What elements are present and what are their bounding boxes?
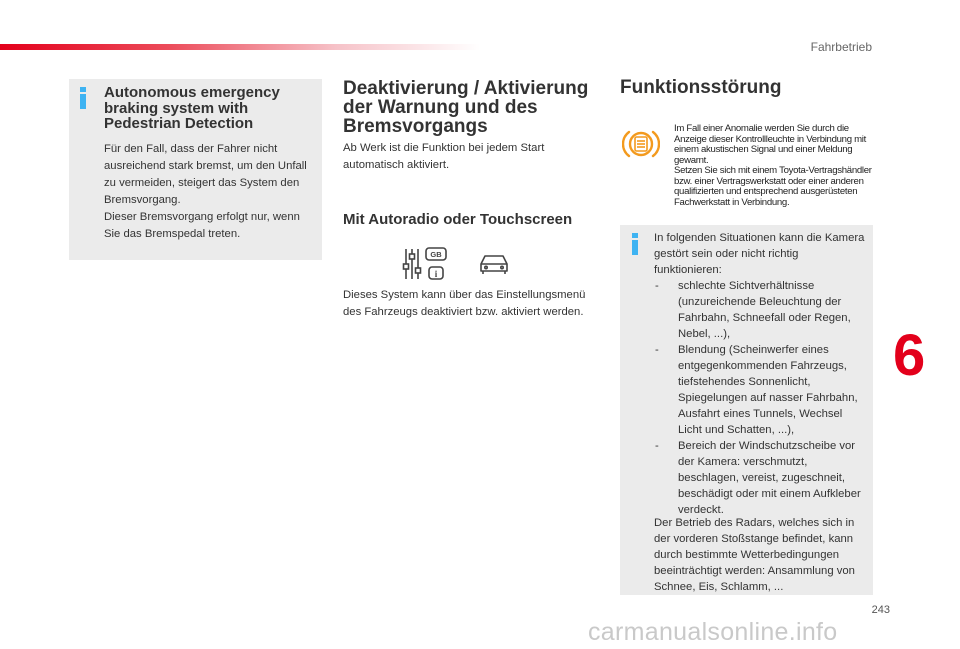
page-number: 243 (871, 604, 890, 616)
info-icon (632, 233, 638, 255)
aeb-info-title: Autonomous emergency braking system with Pedestrian Detection (104, 84, 280, 132)
radio-touchscreen-subtitle: Mit Autoradio oder Touchscreen (343, 211, 573, 228)
gb-badge: GB (430, 250, 442, 259)
i-badge: i (434, 269, 438, 279)
list-item: - Blendung (Scheinwerfer eines entgegenkommenden Fahrzeugs, tiefstehendes Sonnenlicht, Spiegelungen auf nasser Fahrbahn, Ausfahrt eines Tunnels, Wechsel Licht und Schatten, ...), (654, 342, 869, 438)
deactivation-section-title: Deaktivierung / Aktivierung der Warnung und des Bremsvorgangs (343, 78, 589, 137)
chapter-label: Fahrbetrieb (810, 40, 872, 54)
camera-fault-intro: In folgenden Situationen kann die Kamera gestört sein oder nicht richtig funktionieren: (654, 232, 865, 276)
radar-fault-text: Der Betrieb des Radars, welches sich in der vorderen Stoßstange befindet, kann durch bestimmte Wetterbedingungen beeinträchtigt werden: Ansammlung von Schnee, Eis, Schlamm, ... (654, 517, 855, 593)
list-item: - Bereich der Windschutzscheibe vor der Kamera: verschmutzt, beschlagen, vereist, zugeschneit, beschädigt oder mit einem Aufkleber verdeckt. (654, 438, 869, 518)
watermark: carmanualsonline.info (588, 618, 838, 646)
aeb-info-body: Für den Fall, dass der Fahrer nicht ausreichend stark bremst, um den Unfall zu vermeiden, steigert das System den Bremsvorgang. Dieser Bremsvorgang erfolgt nur, wenn Sie das Bremspedal treten. (104, 143, 307, 240)
list-item: - schlechte Sichtverhältnisse (unzureichende Beleuchtung der Fahrbahn, Schneefall oder Regen, Nebel, ...), (654, 278, 869, 342)
info-icon (80, 87, 86, 109)
car-icon (478, 252, 510, 276)
warning-lamp-icon (622, 127, 660, 161)
deactivation-body-text: Dieses System kann über das Einstellungsmenü des Fahrzeugs deaktiviert bzw. aktiviert werden. (343, 289, 586, 318)
camera-fault-list (654, 278, 869, 518)
deactivation-intro-text: Ab Werk ist die Funktion bei jedem Start automatisch aktiviert. (343, 142, 545, 171)
header-accent-bar (0, 44, 480, 50)
settings-sliders-icon (402, 246, 448, 282)
malfunction-section-title: Funktionsstörung (620, 77, 782, 98)
camera-fault-info-box (620, 225, 873, 595)
aeb-info-box (69, 79, 322, 260)
chapter-number: 6 (893, 323, 926, 388)
malfunction-warning-text: Im Fall einer Anomalie werden Sie durch die Anzeige dieser Kontrollleuchte in Verbindung mit einem akustischen Signal und einer Meldung gewarnt. Setzen Sie sich mit einem Toyota-Vertragshändler bzw. einer Vertragswerkstatt oder einer anderen qualifizierten und entsprechend ausgerüsteten Fachwerkstatt in Verbindung. (674, 123, 872, 208)
